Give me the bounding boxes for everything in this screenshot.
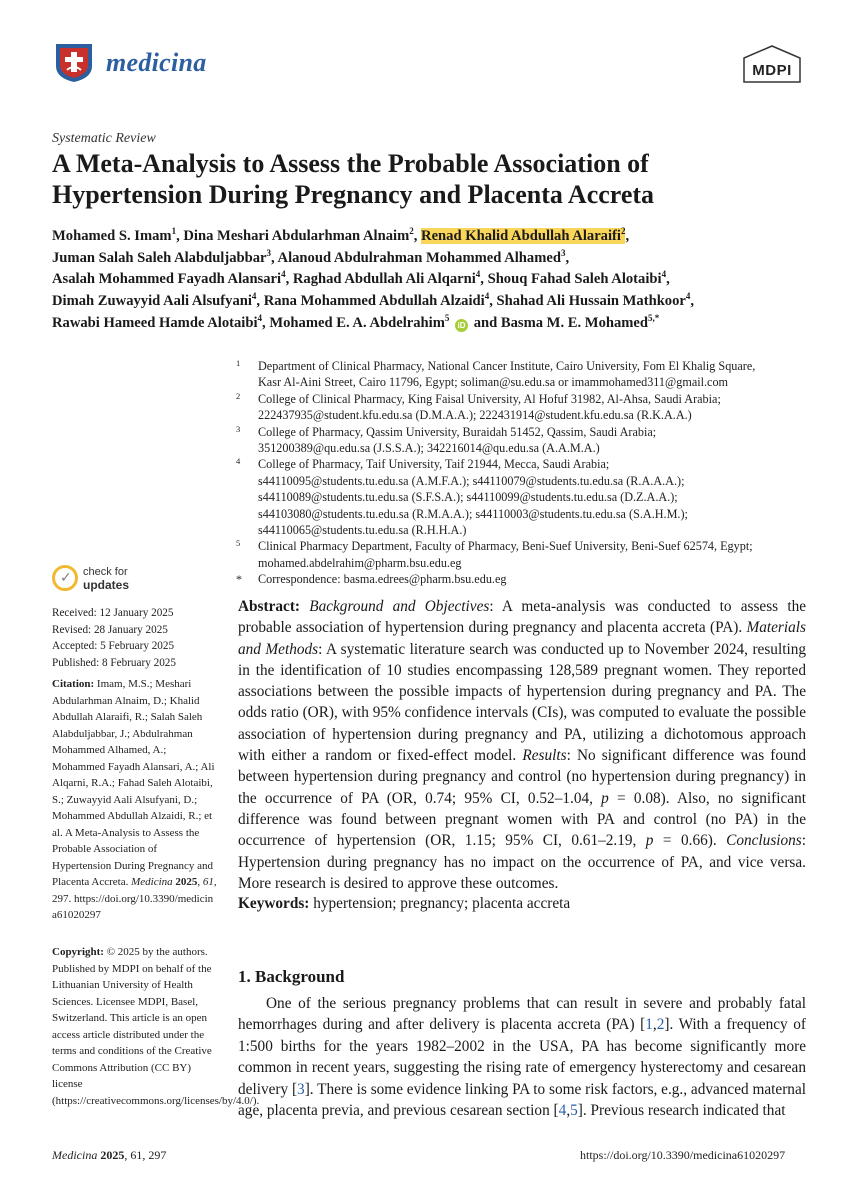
accepted-date: Accepted: 5 February 2025 bbox=[52, 640, 175, 653]
author-highlighted: Renad Khalid Abdullah Alaraifi$^2$ bbox=[421, 226, 626, 244]
affiliation-item: 3 College of Pharmacy, Qassim University, Buraidah 51452, Qassim, Saudi Arabia; 351200389@qu.edu.sa (J.S.S.A.); 342216014@qu.edu.sa (A.A.M.A.) bbox=[236, 423, 657, 456]
affiliation-item: 2 College of Clinical Pharmacy, King Faisal University, Al Hofuf 31982, Al-Ahsa, Saudi Arabia; 222437935@student.kfu.edu.sa (D.M.A.A.); 222431914@student.kfu.edu.sa (R.K.A.A.) bbox=[236, 390, 721, 423]
author[interactable]: Rana Mohammed Abdullah Alzaidi bbox=[263, 293, 485, 310]
article-type: Systematic Review bbox=[52, 131, 156, 146]
author[interactable]: Alanoud Abdulrahman Mohammed Alhamed bbox=[277, 249, 561, 266]
reference-link[interactable]: 4 bbox=[558, 1102, 567, 1120]
author[interactable]: Raghad Abdullah Ali Alqarni bbox=[292, 271, 476, 288]
author[interactable]: Rawabi Hameed Hamde Alotaibi bbox=[52, 314, 258, 331]
author-list: Mohamed S. Imam$^1$, Dina Meshari Abdularhman Alnaim$^2$, Renad Khalid Abdullah Alaraifi$^2$, Juman Salah Saleh Alabduljabbar$^3$, Alanoud Abdulrahman Mohammed Alhamed$^3$, Asalah Mohammed Fayadh Alansari$^4$, Raghad Abdullah Ali Alqarni$^4$, Shouq Fahad Saleh Alotaibi$^4$, Dimah Zuwayyid Aali Alsufyani$^4$, Rana Mohammed Abdullah Alzaidi$^4$, Shahad Ali Hussain Mathkoor$^4$, Rawabi Hameed Hamde Alotaibi$^4$, Mohamed E. A. Abdelrahim$^5$ iD and Basma M. E. Mohamed$^{5,*}$ bbox=[52, 226, 695, 331]
affiliations bbox=[236, 358, 806, 588]
author[interactable]: Mohamed E. A. Abdelrahim bbox=[269, 314, 445, 331]
affiliation-item: 1 Department of Clinical Pharmacy, National Cancer Institute, Cairo University, Fom El Khalig Square, Kasr Al-Aini Street, Cairo 11796, Egypt; soliman@su.edu.sa or imammohamed311@gmail.com bbox=[236, 358, 756, 390]
published-date: Published: 8 February 2025 bbox=[52, 657, 176, 670]
affiliation-item: 5 Clinical Pharmacy Department, Faculty of Pharmacy, Beni-Suef University, Beni-Suef 62574, Egypt; mohamed.abdelrahim@pharm.bsu.edu.eg bbox=[236, 538, 753, 570]
authors-connector: and bbox=[473, 314, 498, 331]
article-title: A Meta-Analysis to Assess the Probable Association of Hypertension During Pregnancy and Placenta Accreta bbox=[52, 149, 655, 209]
author[interactable]: Dina Meshari Abdularhman Alnaim bbox=[183, 228, 410, 244]
footer-citation: Medicina 2025, 61, 297 bbox=[52, 1148, 167, 1162]
reference-link[interactable]: 2 bbox=[656, 1016, 665, 1034]
keywords: Keywords: hypertension; pregnancy; placenta accreta bbox=[238, 895, 571, 912]
reference-link[interactable]: 5 bbox=[570, 1102, 578, 1120]
author[interactable]: Dimah Zuwayyid Aali Alsufyani bbox=[52, 293, 252, 310]
author[interactable]: Mohamed S. Imam bbox=[52, 228, 172, 244]
publication-dates bbox=[52, 605, 222, 672]
check-updates-icon: ✓ bbox=[52, 565, 78, 591]
citation: Citation: Imam, M.S.; Meshari Abdularhman Alnaim, D.; Khalid Abdullah Alaraifi, R.; Salah Saleh Alabduljabbar, J.; Abdulrahman Mohammed Alhamed, A.; Mohammed Fayadh Alansari, A.; Ali Alqarni, R.A.; Fahad Saleh Alotaibi, S.; Zuwayyid Aali Alsufyani, D.; Mohammed Abdullah Alzaidi, R.; et al. A Meta-Analysis to Assess the Probable Association of Hypertension During Pregnancy and Placenta Accreta. Medicina 2025, 61, 297. https://doi.org/10.3390/medicina61020297 bbox=[52, 678, 217, 921]
author[interactable]: Basma M. E. Mohamed bbox=[500, 314, 649, 331]
author[interactable]: Asalah Mohammed Fayadh Alansari bbox=[52, 271, 282, 288]
abstract: Abstract: Background and Objectives: A meta-analysis was conducted to assess the probable association of hypertension during pregnancy and placenta accreta (PA). Materials and Methods: A systematic literature search was conducted up to November 2024, resulting in the identification of 10 studies encompassing 128,589 pregnant women. They reported associations between the possible impacts of hypertension during pregnancy and PA. The odds ratio (OR), with 95% confidence intervals (CIs), was computed to evaluate the possible association of hypertension during pregnancy and PA, utilizing a dichotomous approach with either a random or fixed-effect model. Results: No significant difference was found between hypertension during pregnancy and control (no hypertension during pregnancy) in the occurrence of PA (OR, 0.74; 95% CI, 0.52–1.04, p = 0.08). Also, no significant difference was found between pregnant women with PA and control (no PA) in the occurrence of hypertension (OR, 1.15; 95% CI, 0.61–2.19, p = 0.66). Conclusions: Hypertension during pregnancy has no impact on the occurrence of PA, and vice versa. More research is desired to approve these outcomes. bbox=[238, 598, 807, 892]
affiliation-item: 4 College of Pharmacy, Taif University, Taif 21944, Mecca, Saudi Arabia; s44110095@students.tu.edu.sa (A.M.F.A.); s44110079@students.tu.edu.sa (R.A.A.A.); s44110089@students.tu.edu.sa (S.F.S.A.); s44110099@students.tu.edu.sa (D.Z.A.A.); s44103080@students.tu.edu.sa (R.M.A.A.); s44110003@students.tu.edu.sa (S.A.H.M.); s44110065@students.tu.edu.sa (R.H.H.A.) bbox=[236, 456, 688, 538]
check-for-updates-button[interactable]: ✓ check for updates bbox=[52, 565, 172, 595]
publisher-logo bbox=[740, 44, 804, 86]
author[interactable]: Juman Salah Saleh Alabduljabbar bbox=[52, 249, 267, 266]
author[interactable]: Shahad Ali Hussain Mathkoor bbox=[496, 293, 686, 310]
citation-doi-link[interactable]: https://doi.org/10.3390/medicina61020297 bbox=[52, 892, 214, 921]
copyright: Copyright: © 2025 by the authors. Published by MDPI on behalf of the Lithuanian University of Health Sciences. Licensee MDPI, Basel, Switzerland. This article is an open access article distributed under the terms and conditions of the Creative Commons Attribution (CC BY) license (https://creativecommons.org/licenses/by/4.0/). bbox=[52, 946, 260, 1107]
orcid-icon[interactable]: iD bbox=[455, 319, 468, 332]
revised-date: Revised: 28 January 2025 bbox=[52, 623, 168, 636]
author[interactable]: Shouq Fahad Saleh Alotaibi bbox=[487, 271, 662, 288]
section-paragraph: One of the serious pregnancy problems that can result in severe and probably fatal hemorrhages during and after delivery is placenta accreta (PA) [1,2]. With a frequency of 1:500 births for the years 1982–2002 in the USA, PA has become significantly more common in recent years, suggesting the rising rate of emergency hysterectomy and cesarean delivery [3]. There is some evidence linking PA to some risk factors, e.g., advanced maternal age, placenta previa, and previous cesarean section [4,5]. Previous research indicated that bbox=[238, 995, 806, 1120]
publisher-name: MDPI bbox=[752, 62, 792, 79]
section-heading: 1. Background bbox=[238, 967, 345, 986]
reference-link[interactable]: 1 bbox=[645, 1016, 653, 1034]
journal-name: medicina bbox=[106, 48, 207, 77]
correspondence: * Correspondence: basma.edrees@pharm.bsu.edu.eg bbox=[236, 572, 507, 587]
journal-logo bbox=[52, 40, 96, 84]
reference-link[interactable]: 3 bbox=[297, 1080, 305, 1098]
footer-doi-link[interactable]: https://doi.org/10.3390/medicina61020297 bbox=[580, 1148, 786, 1162]
received-date: Received: 12 January 2025 bbox=[52, 607, 174, 619]
